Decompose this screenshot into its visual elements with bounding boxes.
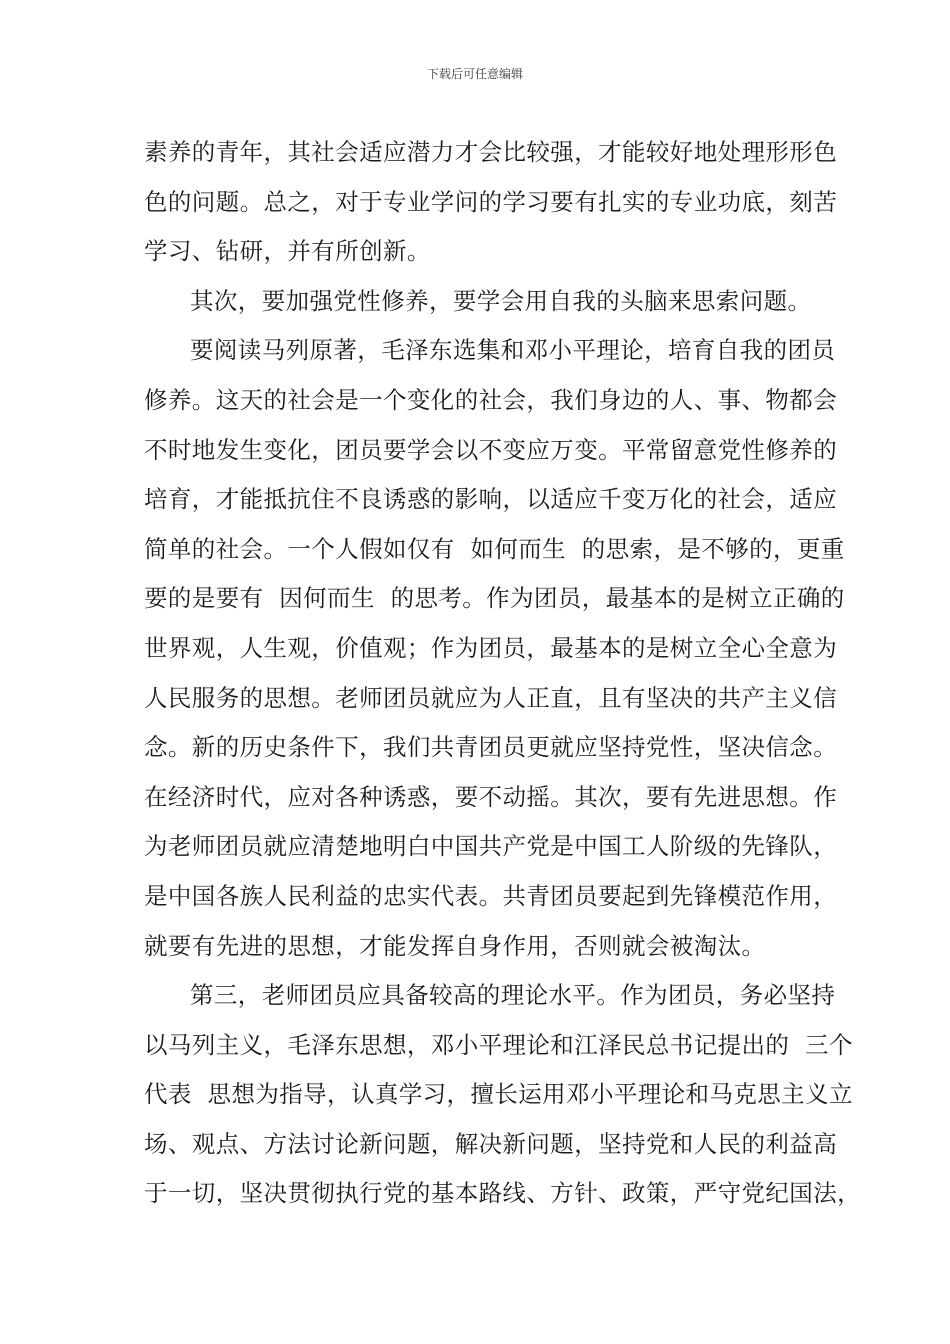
text-line: 为老师团员就应清楚地明白中国共产党是中国工人阶级的先锋队， [144, 832, 838, 861]
text-line: 要的是要有 因何而生 的思考。作为团员，最基本的是树立正确的 [144, 584, 845, 613]
text-line: 人民服务的思想。老师团员就应为人正直，且有坚决的共产主义信 [144, 683, 838, 712]
text-line: 学习、钻研，并有所创新。 [144, 237, 431, 266]
page-header: 下载后可任意编辑 [426, 67, 523, 81]
text-line: 世界观，人生观，价值观；作为团员，最基本的是树立全心全意为 [144, 633, 838, 662]
document-body [144, 128, 861, 1219]
text-line: 于一切，坚决贯彻执行党的基本路线、方针、政策，严守党纪国法， [144, 1179, 861, 1208]
text-line: 简单的社会。一个人假如仅有 如何而生 的思索，是不够的，更重 [144, 534, 845, 563]
text-line: 不时地发生变化，团员要学会以不变应万变。平常留意党性修养的 [144, 435, 838, 464]
text-line: 场、观点、方法讨论新问题，解决新问题，坚持党和人民的利益高 [144, 1129, 838, 1158]
paragraph-start-line: 第三，老师团员应具备较高的理论水平。作为团员，务必坚持 [190, 981, 836, 1010]
text-line: 素养的青年，其社会适应潜力才会比较强，才能较好地处理形形色 [144, 138, 838, 166]
text-line: 修养。这天的社会是一个变化的社会，我们身边的人、事、物都会 [144, 385, 838, 414]
text-line: 以马列主义，毛泽东思想，邓小平理论和江泽民总书记提出的 三个 [144, 1030, 853, 1059]
text-line: 是中国各族人民利益的忠实代表。共青团员要起到先锋模范作用， [144, 881, 838, 910]
paragraph-start-line: 其次，要加强党性修养，要学会用自我的头脑来思索问题。 [190, 286, 812, 315]
text-line: 色的问题。总之，对于专业学问的学习要有扎实的专业功底，刻苦 [144, 187, 838, 216]
text-line: 念。新的历史条件下，我们共青团员更就应坚持党性，坚决信念。 [144, 733, 838, 762]
text-line: 代表 思想为指导，认真学习，擅长运用邓小平理论和马克思主义立 [144, 1080, 853, 1109]
text-line: 培育，才能抵抗住不良诱惑的影响，以适应千变万化的社会，适应 [144, 485, 838, 514]
text-line: 就要有先进的思想，才能发挥自身作用，否则就会被淘汰。 [144, 931, 766, 960]
text-line: 在经济时代，应对各种诱惑，要不动摇。其次，要有先进思想。作 [144, 782, 838, 811]
paragraph-start-line: 要阅读马列原著，毛泽东选集和邓小平理论，培育自我的团员 [190, 336, 836, 365]
